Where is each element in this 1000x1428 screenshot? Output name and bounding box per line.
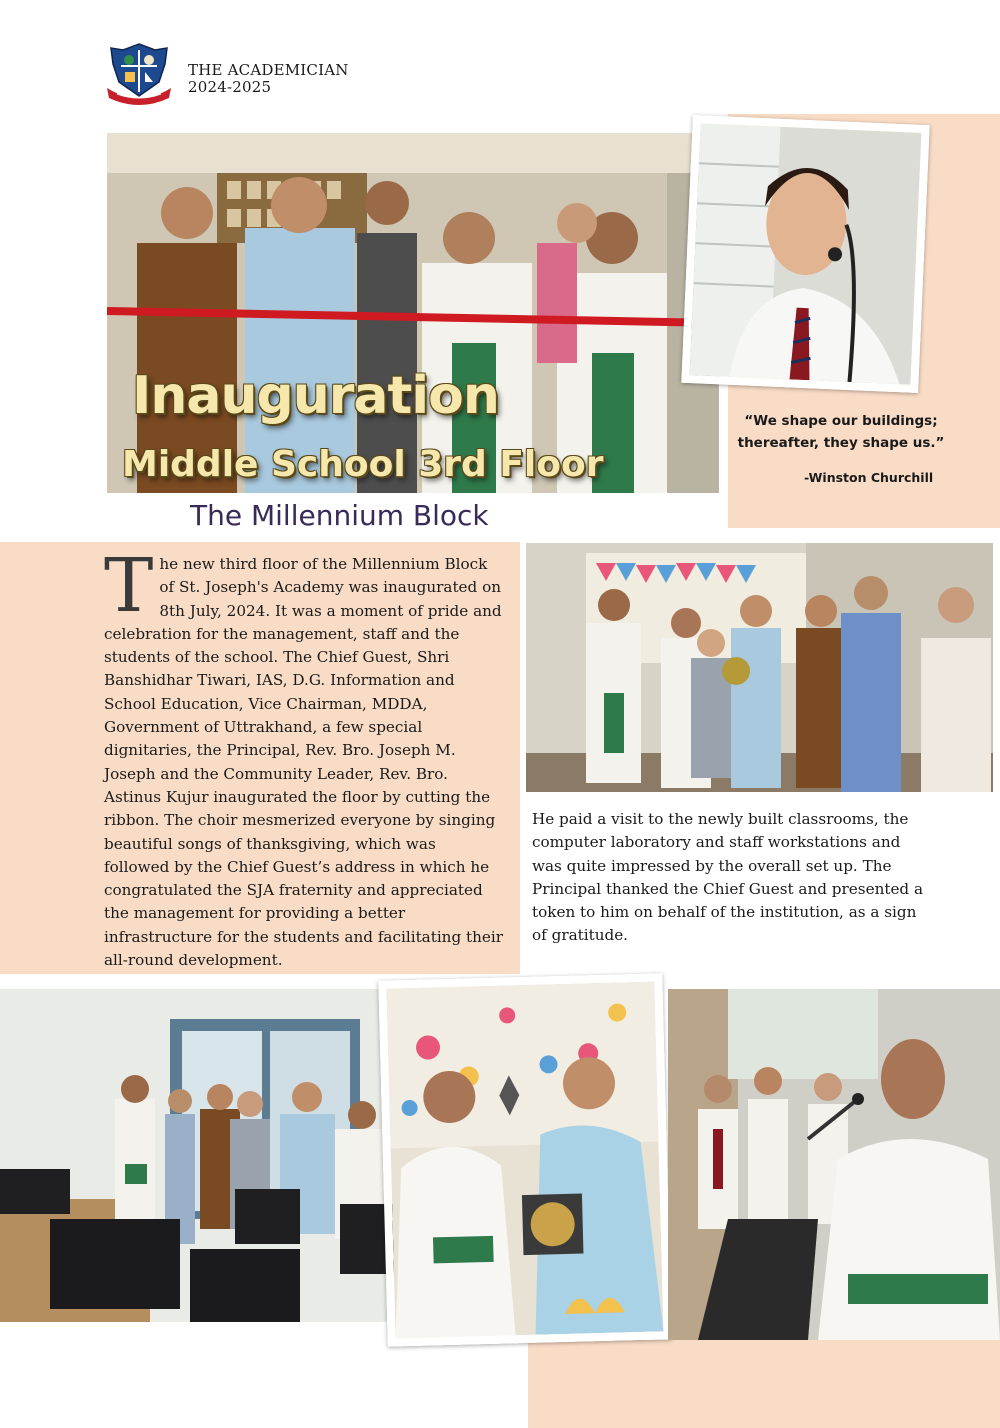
peach-panel-bottom-right	[528, 1340, 1000, 1428]
block-subtitle: The Millennium Block	[190, 499, 489, 532]
sub-title: Middle School 3rd Floor	[122, 444, 604, 485]
quote-text	[736, 410, 946, 454]
quote-line-1: “We shape our buildings;	[744, 413, 938, 429]
article-paragraph-1-text: he new third floor of the Millennium Block of St. Joseph's Academy was inaugurated on 8th July, 2024. It was a moment of pride and celebration for the management, staff and the students of the school. The Chief Guest, Shri Banshidhar Tiwari, IAS, D.G. Information and School Education, Vice Chairman, MDDA, Government of Uttrakhand, a few special dignitaries, the Principal, Rev. Bro. Joseph M. Joseph and the Community Leader, Rev. Bro. Astinus Kujur inaugurated the floor by cutting the ribbon. The choir mesmerized everyone by singing beautiful songs of thanksgiving, which was followed by the Chief Guest’s address in which he congratulated the SJA fraternity and appreciated the management for providing a better infrastructure for the students and facilitating their all-round development.	[104, 555, 504, 970]
magazine-year: 2024-2025	[188, 78, 272, 96]
drop-cap: T	[104, 543, 154, 629]
article-paragraph-1	[104, 543, 504, 972]
quote-author: -Winston Churchill	[804, 470, 934, 485]
school-crest-icon	[103, 42, 175, 106]
student-speaking-photo	[681, 115, 929, 393]
article-paragraph-2: He paid a visit to the newly built classrooms, the computer laboratory and staff workstations and was quite impressed by the overall set up. The Principal thanked the Chief Guest and presented a token to him on behalf of the institution, as a sign of gratitude.	[532, 810, 924, 945]
magazine-name: THE ACADEMICIAN	[188, 61, 349, 79]
token-presentation-photo	[378, 973, 671, 1346]
principal-speech-photo	[668, 989, 1000, 1340]
computer-lab-photo	[0, 989, 412, 1322]
main-title: Inauguration	[132, 366, 499, 426]
magazine-heading	[188, 62, 349, 96]
quote-line-2: thereafter, they shape us.”	[737, 435, 945, 451]
ribbon-cutting-photo	[107, 133, 719, 493]
chief-guest-visit-photo	[526, 543, 993, 792]
